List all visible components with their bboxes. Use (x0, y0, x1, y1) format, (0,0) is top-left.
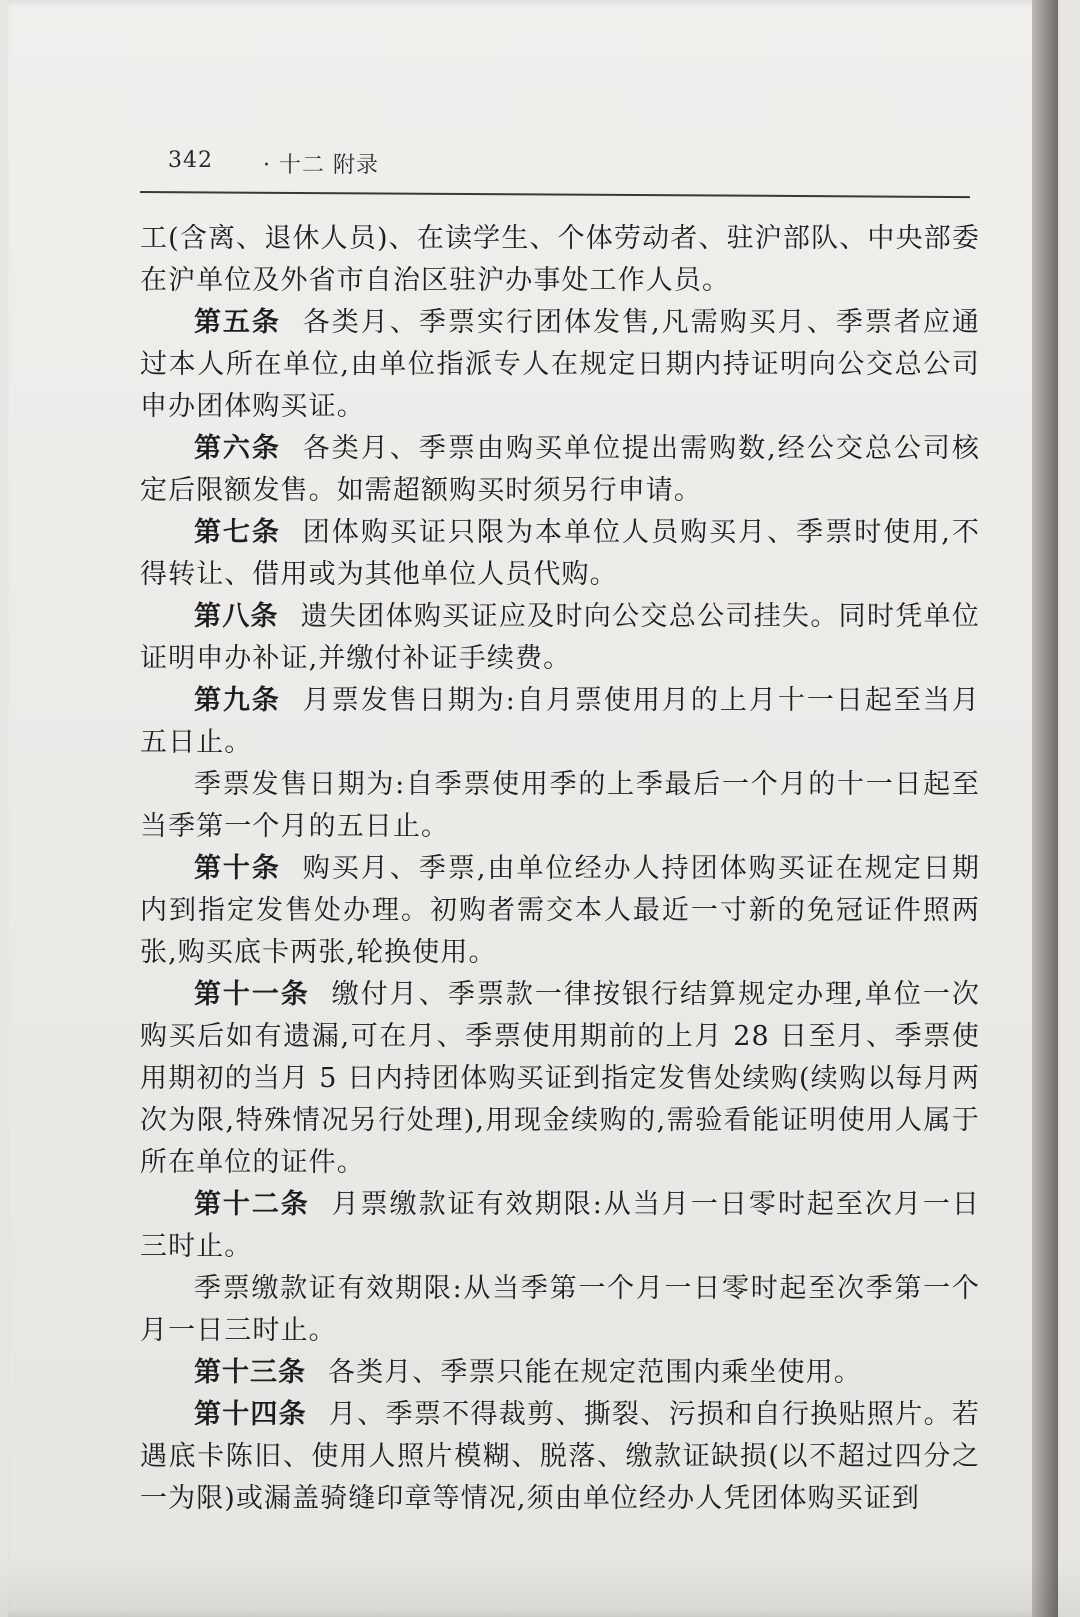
article-title: 第六条 (194, 433, 281, 464)
article-title: 第七条 (194, 517, 281, 548)
article-text: 购买月、季票,由单位经办人持团体购买证在规定日期内到指定发售处办理。初购者需交本人最近一寸新的免冠证件照两张,购买底卡两张,轮换使用。 (140, 853, 981, 968)
article-title: 第八条 (194, 601, 279, 632)
page-number: 342 (168, 148, 213, 173)
article-text: 各类月、季票只能在规定范围内乘坐使用。 (328, 1357, 862, 1388)
article-text: 月票发售日期为:自月票使用月的上月十一日起至当月五日止。 (140, 685, 981, 758)
article-title: 第十三条 (194, 1357, 306, 1388)
header-rule (140, 191, 970, 198)
article-9-quarterly: 季票发售日期为:自季票使用季的上季最后一个月的十一日起至当季第一个月的五日止。 (140, 769, 980, 842)
article-title: 第十条 (194, 853, 281, 884)
article-12 (140, 1184, 980, 1268)
article-title: 第十一条 (194, 979, 310, 1010)
article-11 (140, 974, 980, 1184)
running-header (168, 148, 968, 184)
article-6 (140, 428, 980, 512)
article-text: 月、季票不得裁剪、撕裂、污损和自行换贴照片。若遇底卡陈旧、使用人照片模糊、脱落、缴款证缺损(以不超过四分之一为限)或漏盖骑缝印章等情况,须由单位经办人凭团体购买证到 (140, 1399, 980, 1514)
article-10 (140, 848, 980, 974)
article-7 (140, 512, 980, 596)
article-9 (140, 680, 980, 764)
article-5 (140, 302, 980, 428)
section-title: · 十二 附录 (263, 153, 379, 178)
article-text: 缴付月、季票款一律按银行结算规定办理,单位一次购买后如有遗漏,可在月、季票使用期前的上月 28 日至月、季票使用期初的当月 5 日内持团体购买证到指定发售处续购(续购以每月两次为限,特殊情况另行处理),用现金续购的,需验看能证明使用人属于所在单位的证件。 (140, 979, 981, 1178)
book-page (8, 0, 1058, 1617)
article-title: 第九条 (194, 685, 281, 716)
article-text: 各类月、季票由购买单位提出需购数,经公交总公司核定后限额发售。如需超额购买时须另行申请。 (140, 433, 981, 506)
article-12-quarterly: 季票缴款证有效期限:从当季第一个月一日零时起至次季第一个月一日三时止。 (140, 1273, 980, 1346)
article-text: 各类月、季票实行团体发售,凡需购买月、季票者应通过本人所在单位,由单位指派专人在规定日期内持证明向公交总公司申办团体购买证。 (140, 307, 981, 422)
article-8 (140, 596, 980, 680)
article-title: 第五条 (194, 307, 281, 338)
article-text: 遗失团体购买证应及时向公交总公司挂失。同时凭单位证明申办补证,并缴付补证手续费。 (140, 601, 981, 674)
article-text: 月票缴款证有效期限:从当月一日零时起至次月一日三时止。 (140, 1189, 981, 1262)
paragraph-continued: 工(含离、退休人员)、在读学生、个体劳动者、驻沪部队、中央部委在沪单位及外省市自治区驻沪办事处工作人员。 (140, 223, 980, 296)
article-title: 第十二条 (194, 1189, 310, 1220)
body-text (140, 218, 980, 1520)
article-13 (140, 1352, 980, 1394)
book-spine (1032, 0, 1058, 1617)
article-text: 团体购买证只限为本单位人员购买月、季票时使用,不得转让、借用或为其他单位人员代购。 (140, 517, 981, 590)
article-14 (140, 1394, 980, 1520)
article-title: 第十四条 (194, 1399, 307, 1430)
